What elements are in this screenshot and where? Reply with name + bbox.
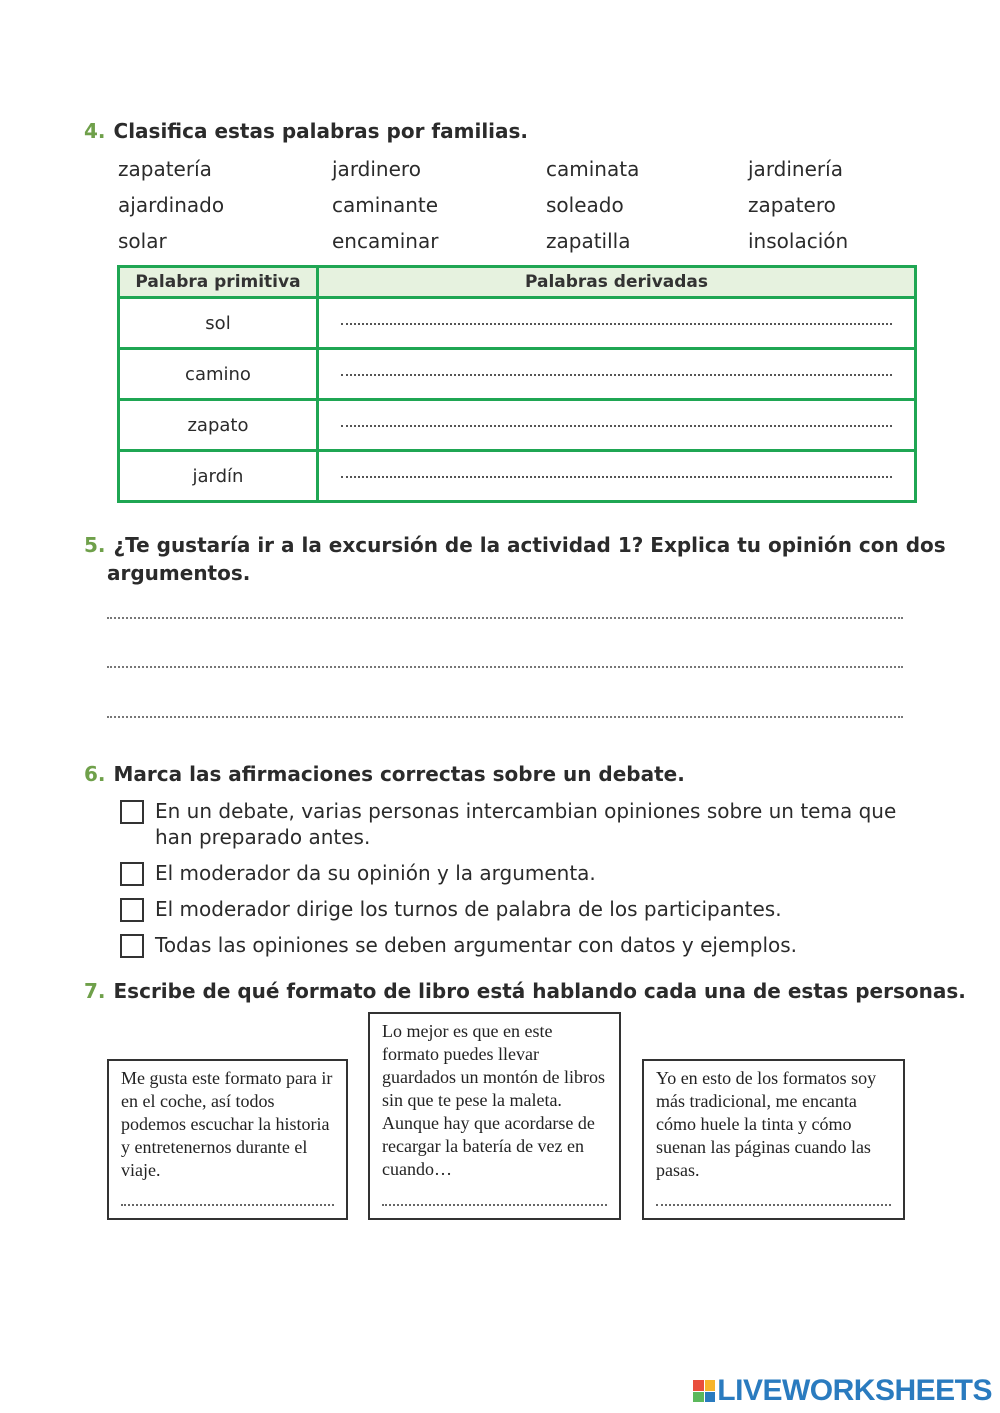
family-table [117, 265, 917, 503]
quote-card-1 [107, 1059, 348, 1220]
word: soleado [546, 193, 624, 217]
option-checkbox[interactable] [120, 862, 144, 886]
quote-card-3 [642, 1059, 905, 1220]
derived-answer-field[interactable] [318, 349, 916, 400]
q7-title-text: Escribe de qué formato de libro está hablando cada una de estas personas. [113, 979, 966, 1003]
quote-text: Me gusta este formato para ir en el coche, así todos podemos escuchar la historia y entretenernos durante el viaje. [121, 1068, 333, 1180]
card-answer-line[interactable] [656, 1204, 891, 1206]
card-answer-line[interactable] [382, 1204, 607, 1206]
word: insolación [748, 229, 849, 253]
q6-number: 6. [84, 762, 106, 786]
q5-title [84, 531, 946, 559]
option-row [120, 932, 920, 958]
word: zapatería [118, 157, 212, 181]
q5-number: 5. [84, 533, 106, 557]
word: caminante [332, 193, 439, 217]
primitive-word: camino [119, 349, 318, 400]
option-checkbox[interactable] [120, 898, 144, 922]
derived-answer-field[interactable] [318, 451, 916, 502]
q6-title [84, 760, 685, 788]
option-row [120, 798, 920, 850]
word: jardinero [332, 157, 421, 181]
q4-title [84, 117, 528, 145]
option-text: El moderador dirige los turnos de palabra de los participantes. [155, 897, 782, 921]
q5-answer-line[interactable] [107, 716, 903, 718]
card-answer-line[interactable] [121, 1204, 334, 1206]
quote-card-2 [368, 1012, 621, 1220]
q7-title [84, 977, 966, 1005]
q4-title-text: Clasifica estas palabras por familias. [113, 119, 529, 143]
quote-text: Lo mejor es que en este formato puedes llevar guardados un montón de libros sin que te pese la maleta. Aunque hay que acordarse de recargar la batería de vez en cuando… [382, 1021, 605, 1179]
option-row [120, 860, 920, 886]
q5-answer-line[interactable] [107, 617, 903, 619]
primitive-word: jardín [119, 451, 318, 502]
word: solar [118, 229, 167, 253]
quote-text: Yo en esto de los formatos soy más tradicional, me encanta cómo huele la tinta y cómo suenan las páginas cuando las pasas. [656, 1068, 877, 1180]
derived-answer-field[interactable] [318, 298, 916, 349]
primitive-word: sol [119, 298, 318, 349]
option-text: En un debate, varias personas intercambian opiniones sobre un tema que han preparado antes. [155, 799, 897, 849]
word: zapatilla [546, 229, 631, 253]
option-checkbox[interactable] [120, 934, 144, 958]
header-derived: Palabras derivadas [318, 267, 916, 298]
word-bank [118, 155, 918, 255]
option-text: El moderador da su opinión y la argumenta. [155, 861, 596, 885]
logo-text: LIVEWORKSHEETS [717, 1374, 992, 1407]
derived-answer-field[interactable] [318, 400, 916, 451]
q4-number: 4. [84, 119, 106, 143]
option-checkbox[interactable] [120, 800, 144, 824]
q5-answer-line[interactable] [107, 666, 903, 668]
option-row [120, 896, 920, 922]
q5-title-line1: ¿Te gustaría ir a la excursión de la actividad 1? Explica tu opinión con dos [113, 533, 946, 557]
option-text: Todas las opiniones se deben argumentar con datos y ejemplos. [155, 933, 798, 957]
header-primitive: Palabra primitiva [119, 267, 318, 298]
word: jardinería [748, 157, 843, 181]
word: zapatero [748, 193, 836, 217]
word: ajardinado [118, 193, 225, 217]
liveworksheets-logo [693, 1374, 992, 1408]
word: caminata [546, 157, 640, 181]
q6-options [120, 798, 920, 968]
q6-title-text: Marca las afirmaciones correctas sobre un debate. [113, 762, 685, 786]
logo-icon [693, 1380, 715, 1402]
q5-title-line2: argumentos. [107, 561, 251, 585]
primitive-word: zapato [119, 400, 318, 451]
word: encaminar [332, 229, 439, 253]
q7-number: 7. [84, 979, 106, 1003]
